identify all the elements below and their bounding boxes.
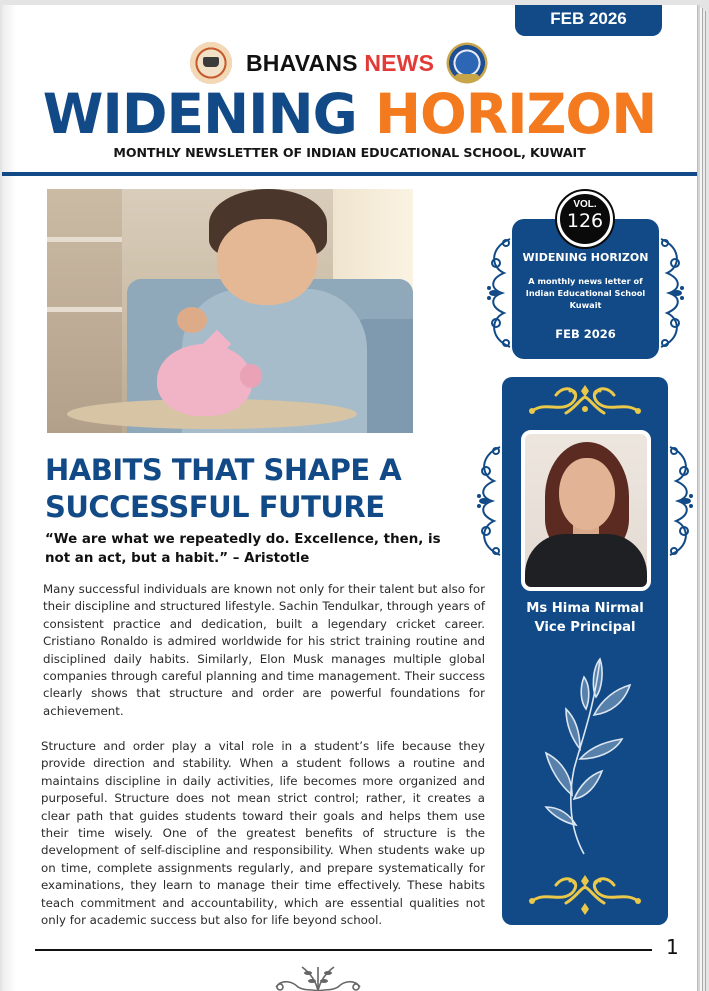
profile-name-block	[502, 599, 668, 637]
photo-child-hand	[177, 307, 207, 333]
masthead-subtitle: MONTHLY NEWSLETTER OF INDIAN EDUCATIONAL SCHOOL, KUWAIT	[113, 145, 586, 160]
issue-date-tab: FEB 2026	[515, 5, 662, 36]
scroll-ornament-icon	[659, 233, 689, 353]
article-headline: HABITS THAT SHAPE A SUCCESSFUL FUTURE	[45, 453, 402, 524]
school-crest-icon	[446, 42, 488, 84]
article-quote: “We are what we repeatedly do. Excellence, then, is not an act, but a habit.” – Aristotle	[45, 532, 441, 566]
vice-principal-portrait-photo	[521, 430, 651, 591]
article-paragraph: Many successful individuals are known not only for their talent but also for their discipline and structured lifestyle. Sachin Tendulkar, through years of consistent practice and dedication, built a legendary cricket career. Cristiano Ronaldo is admired worldwide for his strict training routine and disciplined daily habits. Similarly, Elon Musk manages multiple global companies through careful planning and time management. Their success clearly shows that structure and order are powerful foundations for achievement.	[43, 582, 485, 718]
piggy-bank-icon	[157, 344, 252, 416]
brand-row	[190, 41, 488, 85]
masthead-primary: WIDENING	[42, 82, 357, 146]
newsletter-page	[2, 5, 697, 991]
page-number: 1	[666, 935, 679, 959]
child-with-piggy-bank-photo	[47, 189, 413, 433]
volume-badge	[557, 191, 613, 247]
masthead-secondary: HORIZON	[374, 82, 657, 146]
gold-flourish-icon	[526, 379, 644, 421]
scroll-ornament-icon	[472, 441, 502, 561]
scroll-ornament-icon	[482, 233, 512, 353]
article-paragraph: Structure and order play a vital role in a student’s life because they provide direction and stability. When a student follows a routine and maintains discipline in daily activities, life becomes more organized and purposeful. Structure does not mean strict control; rather, it creates a clear path that guides students toward their goals and helps them use their time wisely. One of the greatest benefits of structure is the development of self-discipline and responsibility. When students wake up on time, complete assignments regularly, and prepare systematically for examinations, they learn to manage their time effectively. These habits teach commitment and accountability, which are essential qualities not only for academic success but also for life beyond school.	[41, 739, 485, 928]
bhavans-emblem-icon	[190, 42, 232, 84]
gold-flourish-icon	[526, 873, 644, 915]
portrait-blazer	[525, 534, 647, 591]
masthead	[2, 81, 697, 147]
profile-role: Vice Principal	[534, 620, 636, 635]
portrait-face	[559, 458, 615, 530]
brand-secondary: NEWS	[364, 49, 435, 76]
volume-title: WIDENING HORIZON	[522, 251, 649, 264]
leaf-branch-icon	[532, 649, 632, 859]
volume-number: 126	[566, 210, 604, 232]
profile-name: Ms Hima Nirmal	[526, 601, 644, 616]
brand-primary: BHAVANS	[246, 49, 358, 76]
volume-description: A monthly news letter of Indian Educational School Kuwait	[525, 276, 646, 310]
footer-divider	[35, 949, 652, 951]
scroll-ornament-icon	[668, 441, 697, 561]
volume-date: FEB 2026	[555, 327, 616, 341]
brand-title	[246, 50, 434, 77]
header-divider	[2, 172, 697, 176]
photo-child-face	[217, 219, 317, 305]
photo-shelf	[47, 189, 122, 433]
floral-ornament-icon	[272, 963, 364, 991]
volume-label: VOL.	[573, 199, 597, 210]
